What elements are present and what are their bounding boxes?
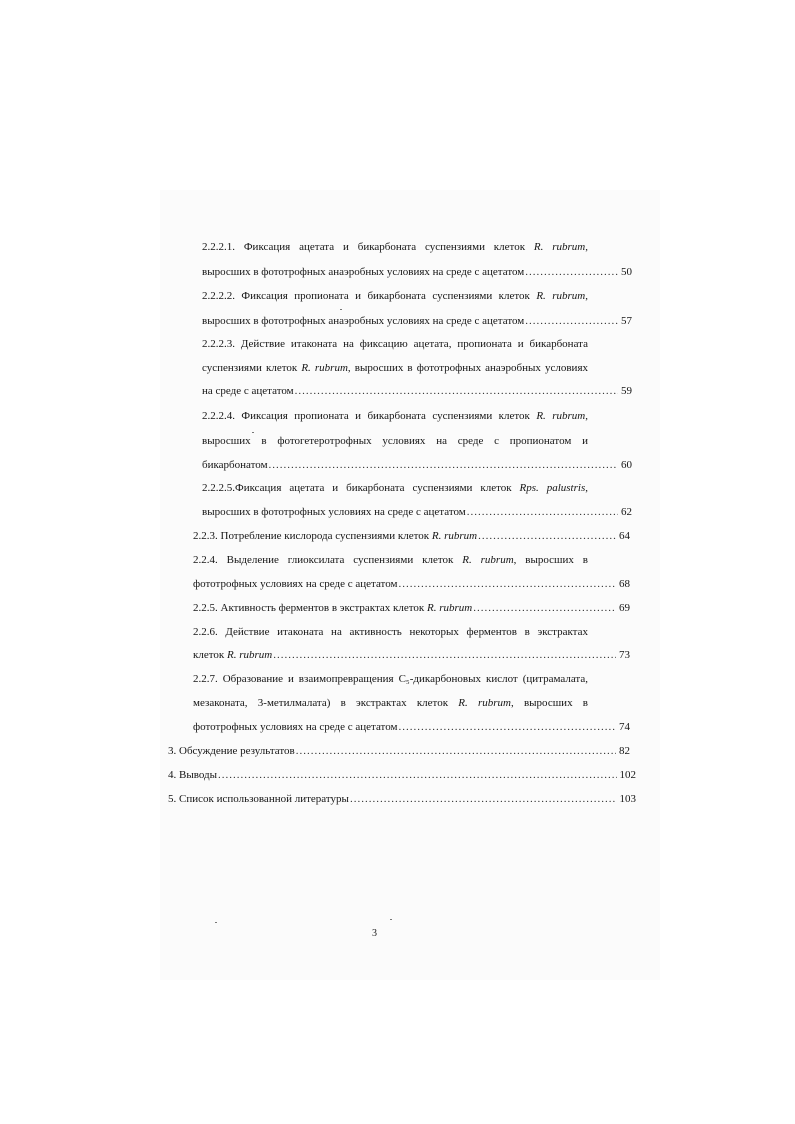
toc-line[interactable]: фототрофных условиях на среде с ацетатом ..... 74 [193,718,630,736]
toc-line[interactable]: 3. Обсуждение результатов ..... 82 [168,742,630,760]
toc-line: выросших в фотогетеротрофных условиях на среде с пропионатом и [202,435,588,447]
scan-speck [252,432,254,433]
toc-line[interactable]: 5. Список использованной литературы ..... 103 [168,790,636,808]
toc-line[interactable]: бикарбонатом ..... 60 [202,456,632,474]
toc-line: 2.2.2.1. Фиксация ацетата и бикарбоната суспензиями клеток R. rubrum, [202,241,588,253]
toc-line[interactable]: клеток R. rubrum ..... 73 [193,646,630,664]
toc-line[interactable]: 2.2.5. Активность ферментов в экстрактах клеток R. rubrum ..... 69 [193,599,630,617]
toc-line: 2.2.2.3. Действие итаконата на фиксацию ацетата, пропионата и бикарбоната [202,338,588,350]
scan-speck [340,309,342,310]
toc-line: 2.2.2.5.Фиксация ацетата и бикарбоната суспензиями клеток Rps. palustris, [202,482,588,494]
toc-line: мезаконата, 3-метилмалата) в экстрактах клеток R. rubrum, выросших в [193,697,588,709]
toc-line[interactable]: выросших в фототрофных анаэробных условиях на среде с ацетатом ..... 57 [202,312,632,330]
toc-page-number: 102 [619,769,636,781]
toc-page-number: 60 [621,459,632,471]
toc-line: суспензиями клеток R. rubrum, выросших в фототрофных анаэробных условиях [202,362,588,374]
scan-speck [390,919,392,920]
toc-line[interactable]: 2.2.3. Потребление кислорода суспензиями клеток R. rubrum ..... 64 [193,527,630,545]
toc-line: 2.2.7. Образование и взаимопревращения С₅-дикарбоновых кислот (цитрамалата, [193,673,588,685]
toc-page-number: 57 [621,315,632,327]
toc-line[interactable]: выросших в фототрофных анаэробных условиях на среде с ацетатом ..... 50 [202,263,632,281]
toc-line: 2.2.4. Выделение глиоксилата суспензиями клеток R. rubrum, выросших в [193,554,588,566]
toc-page-number: 103 [619,793,636,805]
toc-page-number: 82 [619,745,630,757]
toc-line: 2.2.6. Действие итаконата на активность некоторых ферментов в экстрактах [193,626,588,638]
toc-page-number: 74 [619,721,630,733]
toc-page-number: 73 [619,649,630,661]
toc-line: 2.2.2.4. Фиксация пропионата и бикарбоната суспензиями клеток R. rubrum, [202,410,588,422]
toc-page-number: 50 [621,266,632,278]
toc-line[interactable]: выросших в фототрофных условиях на среде с ацетатом ..... 62 [202,503,632,521]
toc-line[interactable]: 4. Выводы ..... 102 [168,766,636,784]
toc-page-number: 62 [621,506,632,518]
toc-page-number: 69 [619,602,630,614]
toc-line: 2.2.2.2. Фиксация пропионата и бикарбоната суспензиями клеток R. rubrum, [202,290,588,302]
toc-line[interactable]: фототрофных условиях на среде с ацетатом ..... 68 [193,575,630,593]
toc-page-number: 68 [619,578,630,590]
toc-page-number: 59 [621,385,632,397]
toc-line[interactable]: на среде с ацетатом ..... 59 [202,382,632,400]
scan-speck [215,922,217,923]
page-number: 3 [372,928,377,939]
toc-page-number: 64 [619,530,630,542]
